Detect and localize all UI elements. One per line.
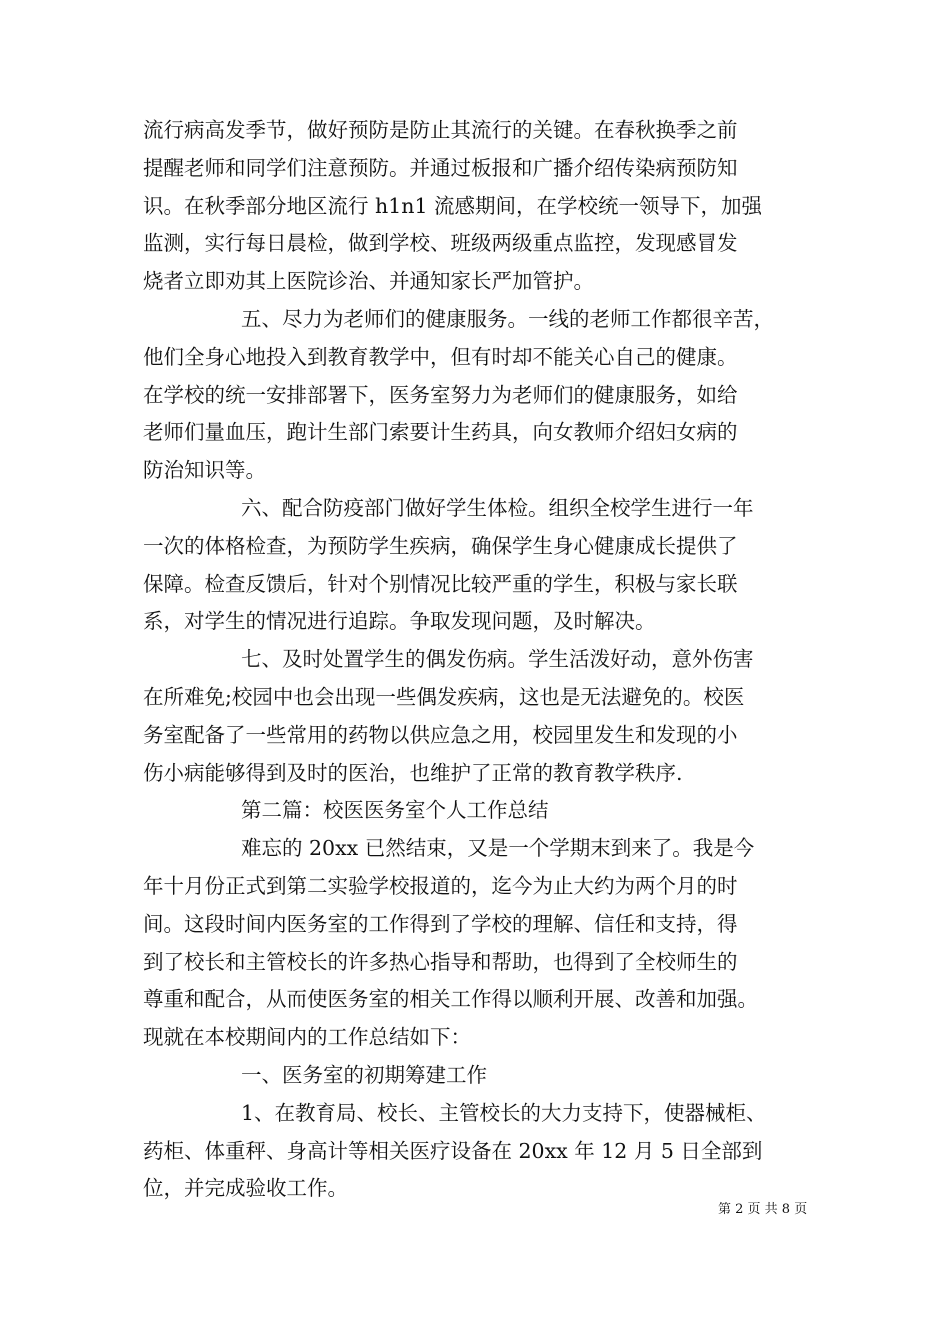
text-line: 在学校的统一安排部署下，医务室努力为老师们的健康服务，如给 <box>143 382 738 407</box>
section-one-heading: 一、医务室的初期筹建工作 <box>241 1062 487 1087</box>
text-line: 年十月份正式到第二实验学校报道的，迄今为止大约为两个月的时 <box>143 873 738 898</box>
section-six-heading: 六、配合防疫部门做好学生体检。组织全校学生进行一年 <box>241 495 754 520</box>
section-seven-heading: 七、及时处置学生的偶发伤病。学生活泼好动，意外伤害 <box>241 647 754 672</box>
text-line: 他们全身心地投入到教育教学中，但有时却不能关心自己的健康。 <box>143 344 738 369</box>
text-line: 防治知识等。 <box>143 458 266 483</box>
text-line: 位，并完成验收工作。 <box>143 1176 348 1201</box>
text-line: 识。在秋季部分地区流行 h1n1 流感期间，在学校统一领导下，加强 <box>143 193 763 218</box>
text-line: 老师们量血压，跑计生部门索要计生药具，向女教师介绍妇女病的 <box>143 420 738 445</box>
text-line: 系，对学生的情况进行追踪。争取发现问题，及时解决。 <box>143 609 656 634</box>
text-line: 流行病高发季节，做好预防是防止其流行的关键。在春秋换季之前 <box>143 118 738 142</box>
text-line: 提醒老师和同学们注意预防。并通过板报和广播介绍传染病预防知 <box>143 155 738 180</box>
text-line: 在所难免;校园中也会出现一些偶发疾病，这也是无法避免的。校医 <box>143 684 745 709</box>
text-line: 药柜、体重秤、身高计等相关医疗设备在 20xx 年 12 月 5 日全部到 <box>143 1138 763 1163</box>
text-line: 保障。检查反馈后，针对个别情况比较严重的学生，积极与家长联 <box>143 571 738 596</box>
section-five-heading: 五、尽力为老师们的健康服务。一线的老师工作都很辛苦， <box>241 306 774 331</box>
text-line: 务室配备了一些常用的药物以供应急之用，校园里发生和发现的小 <box>143 722 738 747</box>
text-line: 间。这段时间内医务室的工作得到了学校的理解、信任和支持，得 <box>143 911 738 936</box>
document-body <box>143 112 825 1208</box>
text-line: 尊重和配合，从而使医务室的相关工作得以顺利开展、改善和加强。 <box>143 987 758 1012</box>
text-line: 烧者立即劝其上医院诊治、并通知家长严加管护。 <box>143 269 594 294</box>
text-line: 一次的体格检查，为预防学生疾病，确保学生身心健康成长提供了 <box>143 533 738 558</box>
text-line: 伤小病能够得到及时的医治，也维护了正常的教育教学秩序. <box>143 760 683 785</box>
text-line: 难忘的 20xx 已然结束，又是一个学期末到来了。我是今 <box>241 836 755 861</box>
text-line: 1、在教育局、校长、主管校长的大力支持下，使器械柜、 <box>241 1100 767 1125</box>
text-line: 到了校长和主管校长的许多热心指导和帮助，也得到了全校师生的 <box>143 949 738 974</box>
chapter-two-title: 第二篇：校医医务室个人工作总结 <box>241 798 549 823</box>
text-line: 监测，实行每日晨检，做到学校、班级两级重点监控，发现感冒发 <box>143 231 738 256</box>
text-line: 现就在本校期间内的工作总结如下： <box>143 1025 471 1050</box>
page-number-footer: 第 2 页 共 8 页 <box>718 1202 808 1217</box>
